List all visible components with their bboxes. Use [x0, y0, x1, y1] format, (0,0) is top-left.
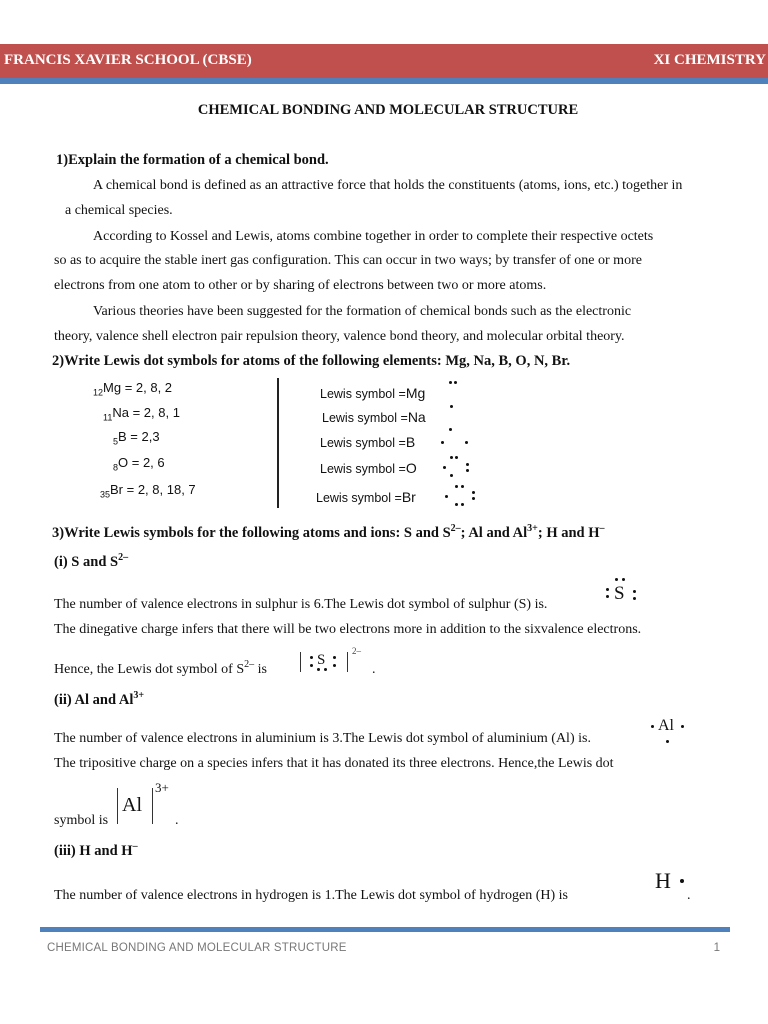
lewis-b: Lewis symbol =B	[320, 434, 416, 450]
dot	[681, 725, 684, 728]
q1-p2-line2: so as to acquire the stable inert gas configuration. This can occur in two ways; by transfer of one or more	[54, 253, 642, 268]
dot	[449, 381, 452, 384]
dot	[455, 503, 458, 506]
q1-p1-line1: A chemical bond is defined as an attractive force that holds the constituents (atoms, ions, etc.) together in	[93, 178, 683, 193]
lewis-na-symbol: Na	[407, 409, 426, 425]
lewis-o-symbol: O	[405, 460, 417, 476]
s-heading: (i) S and $S^{2-}$	[54, 552, 129, 570]
dot	[450, 474, 453, 477]
aluminium-ion-lewis-image	[113, 780, 183, 828]
q2-heading: 2)Write Lewis dot symbols for atoms of the following elements: Mg, Na, B, O, N, Br.	[52, 353, 571, 369]
dot	[310, 664, 313, 667]
aluminium-lewis-image	[648, 715, 688, 747]
dot	[472, 491, 475, 494]
config-na: $_{11}$Na = 2, 8, 1	[103, 405, 180, 423]
q1-p3-line2: theory, valence shell electron pair repulsion theory, valence bond theory, and molecular orbital theory.	[54, 329, 625, 344]
h-heading: (iii) H and H–	[54, 841, 138, 859]
lewis-o: Lewis symbol =O	[320, 460, 417, 476]
dot	[606, 595, 609, 598]
q1-p2-line3: electrons from one atom to other or by sharing of electrons between two or more atoms.	[54, 278, 547, 293]
aluminium-ion-charge: 3+	[155, 780, 169, 795]
q1-p2-line1: According to Kossel and Lewis, atoms combine together in order to complete their respective octets	[93, 229, 654, 244]
footer-title: CHEMICAL BONDING AND MOLECULAR STRUCTURE	[47, 942, 347, 954]
s-line3: Hence, the Lewis dot symbol of $S^{2-}$ is	[54, 659, 267, 677]
page-number: 1	[713, 942, 720, 954]
s-period: .	[372, 662, 376, 677]
subject-name: XI CHEMISTRY	[653, 52, 766, 68]
dot	[466, 469, 469, 472]
al-period: .	[175, 813, 179, 828]
aluminium-symbol: Al	[658, 717, 674, 734]
lewis-b-symbol: B	[405, 434, 416, 450]
dot	[606, 588, 609, 591]
dot	[615, 578, 618, 581]
dot	[310, 656, 313, 659]
dot	[666, 740, 669, 743]
sulphur-symbol: S	[614, 583, 625, 604]
config-mg: $_{12}$Mg = 2, 8, 2	[93, 380, 173, 398]
config-br: $_{35}$Br = 2, 8, 18, 7	[100, 482, 196, 500]
dot	[333, 656, 336, 659]
dot	[651, 725, 654, 728]
dot	[455, 485, 458, 488]
dot	[449, 428, 452, 431]
sulphide-symbol: S	[317, 652, 326, 668]
dot	[450, 456, 453, 459]
q1-heading: 1)Explain the formation of a chemical bond.	[56, 152, 329, 168]
lewis-na: Lewis symbol =Na	[322, 409, 426, 425]
dot	[633, 590, 636, 593]
dot	[445, 495, 448, 498]
aluminium-ion-symbol: Al	[122, 794, 142, 816]
dot	[441, 441, 444, 444]
dot	[465, 441, 468, 444]
dot	[333, 664, 336, 667]
al-line2: The tripositive charge on a species infers that it has donated its three electrons. Hence,the Lewis dot	[54, 756, 614, 771]
dot	[454, 381, 457, 384]
dot	[455, 456, 458, 459]
config-b: $_5$B = 2,3	[113, 429, 160, 447]
dot	[317, 668, 320, 671]
dot	[461, 503, 464, 506]
al-heading: (ii) Al and $Al^{3+}$	[54, 690, 145, 708]
footer-rule	[40, 927, 730, 932]
dot	[622, 578, 625, 581]
q1-p3-line1: Various theories have been suggested for the formation of chemical bonds such as the electronic	[93, 304, 632, 319]
s-line1: The number of valence electrons in sulphur is 6.The Lewis dot symbol of sulphur (S) is.	[54, 597, 548, 612]
dot	[472, 497, 475, 500]
config-o: $_8$O = 2, 6	[113, 455, 165, 473]
sulphur-lewis-image	[603, 576, 641, 608]
al-line1: The number of valence electrons in aluminium is 3.The Lewis dot symbol of aluminium (Al) is.	[54, 731, 591, 746]
header-rule	[0, 78, 768, 84]
dot	[443, 466, 446, 469]
lewis-mg: Lewis symbol =Mg	[320, 385, 426, 401]
table-divider	[277, 378, 279, 508]
lewis-br-symbol: Br	[401, 489, 416, 505]
page-title: CHEMICAL BONDING AND MOLECULAR STRUCTURE	[197, 102, 579, 118]
q3-heading: 3)Write Lewis symbols for the following atoms and ions: S and $S^{2-}$; Al and $Al^{3+}$; H and H–	[52, 523, 605, 541]
dot	[633, 597, 636, 600]
lewis-mg-symbol: Mg	[405, 385, 426, 401]
dot	[466, 463, 469, 466]
h-period: .	[687, 888, 691, 903]
dot	[324, 668, 327, 671]
h-line1: The number of valence electrons in hydrogen is 1.The Lewis dot symbol of hydrogen (H) is	[54, 888, 568, 903]
hydrogen-symbol: H	[655, 868, 671, 893]
al-line3: symbol is	[54, 813, 109, 828]
s-line2: The dinegative charge infers that there will be two electrons more in addition to the sixvalence electrons.	[54, 622, 642, 637]
q1-p1-line2: a chemical species.	[65, 203, 173, 218]
dot	[680, 879, 684, 883]
sulphide-lewis-image	[298, 646, 378, 680]
school-name: FRANCIS XAVIER SCHOOL (CBSE)	[4, 52, 252, 68]
sulphide-charge: 2–	[352, 646, 361, 656]
dot	[461, 485, 464, 488]
dot	[450, 405, 453, 408]
lewis-br: Lewis symbol =Br	[316, 489, 416, 505]
